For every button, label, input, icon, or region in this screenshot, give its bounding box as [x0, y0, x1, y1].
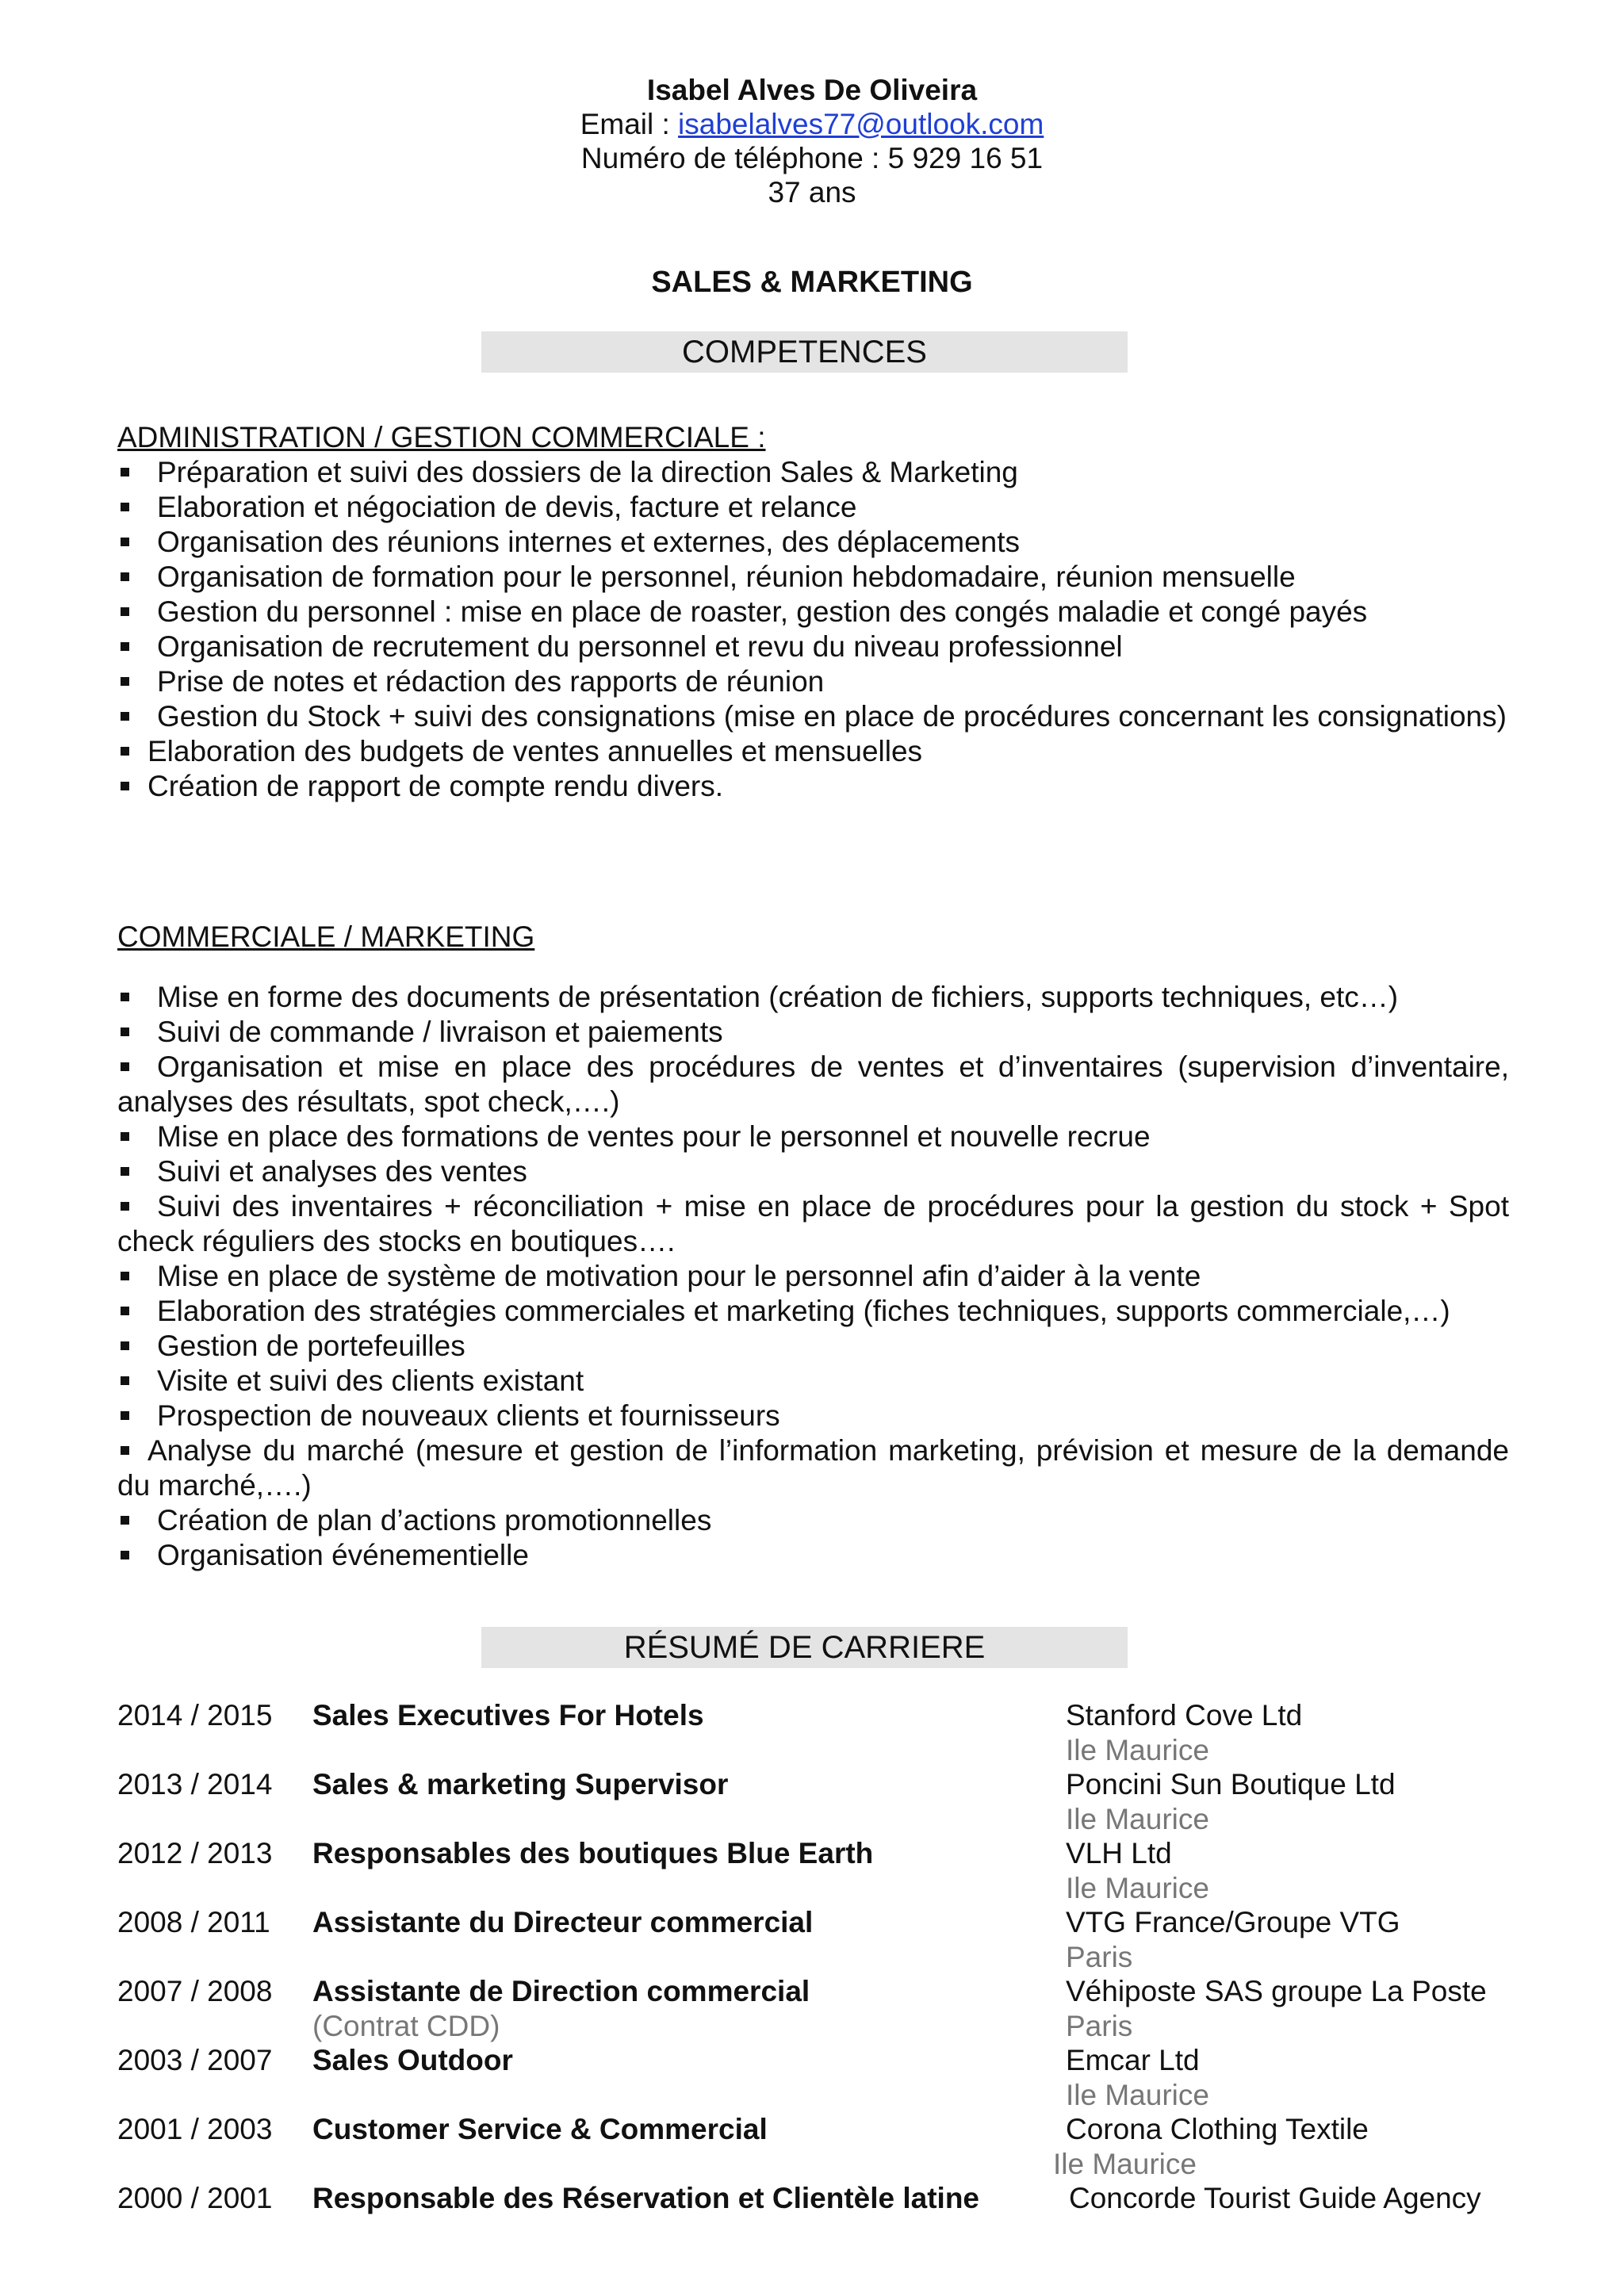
career-place: Ile Maurice: [1066, 2079, 1209, 2111]
main-title: SALES & MARKETING: [651, 266, 973, 299]
career-years: 2003 / 2007: [117, 2044, 273, 2076]
phone-line: Numéro de téléphone : 5 929 16 51: [580, 142, 1044, 174]
list-item: Elaboration et négociation de devis, facture et relance: [117, 490, 1509, 525]
commercial-section-title: COMMERCIALE / MARKETING: [117, 920, 535, 953]
career-company: Stanford Cove Ltd: [1066, 1699, 1303, 1732]
competences-banner: COMPETENCES: [481, 331, 1128, 373]
commercial-list: [117, 980, 1509, 1573]
email-line: [0, 107, 1624, 141]
list-item: Elaboration des budgets de ventes annuelles et mensuelles: [117, 734, 1509, 769]
career-years: 2001 / 2003: [117, 2113, 273, 2145]
list-item: Organisation événementielle: [117, 1538, 1509, 1573]
list-item: Création de rapport de compte rendu divers.: [117, 769, 1509, 804]
career-title: Responsables des boutiques Blue Earth: [312, 1837, 874, 1869]
list-item: Mise en forme des documents de présentation (création de fichiers, supports techniques, etc…): [117, 980, 1509, 1015]
career-title: Sales Outdoor: [312, 2044, 513, 2076]
list-item: Mise en place de système de motivation pour le personnel afin d’aider à la vente: [117, 1259, 1509, 1294]
career-place: Ile Maurice: [1066, 1803, 1209, 1835]
career-row: [117, 1905, 1513, 1974]
career-row: [117, 2112, 1513, 2181]
career-company: VTG France/Groupe VTG: [1066, 1906, 1400, 1938]
admin-section-title: ADMINISTRATION / GESTION COMMERCIALE :: [117, 421, 766, 453]
career-place: Ile Maurice: [1066, 1872, 1209, 1904]
career-row: [117, 2181, 1513, 2250]
career-place: Ile Maurice: [1053, 2148, 1197, 2180]
list-item: Prise de notes et rédaction des rapports de réunion: [117, 664, 1509, 699]
career-row: [117, 1974, 1513, 2043]
list-item: Prospection de nouveaux clients et fournisseurs: [117, 1399, 1509, 1433]
list-item: Analyse du marché (mesure et gestion de l’information marketing, prévision et mesure de la demande du marché,….): [117, 1434, 1509, 1502]
list-item: Elaboration des stratégies commerciales et marketing (fiches techniques, supports commerciale,…): [117, 1294, 1509, 1329]
career-title: Sales Executives For Hotels: [312, 1699, 704, 1732]
career-years: 2000 / 2001: [117, 2182, 273, 2214]
email-link[interactable]: isabelalves77@outlook.com: [678, 108, 1044, 140]
career-years: 2014 / 2015: [117, 1699, 273, 1732]
career-years: 2012 / 2013: [117, 1837, 273, 1869]
career-title: Customer Service & Commercial: [312, 2113, 768, 2145]
list-item: Gestion du personnel : mise en place de roaster, gestion des congés maladie et congé payés: [117, 595, 1509, 629]
career-title: Sales & marketing Supervisor: [312, 1768, 729, 1800]
career-row: [117, 1767, 1513, 1836]
career-company: VLH Ltd: [1066, 1837, 1172, 1869]
career-years: 2007 / 2008: [117, 1975, 273, 2007]
career-company: Corona Clothing Textile: [1066, 2113, 1369, 2145]
list-item: Préparation et suivi des dossiers de la direction Sales & Marketing: [117, 455, 1509, 490]
list-item: Organisation de formation pour le personnel, réunion hebdomadaire, réunion mensuelle: [117, 560, 1509, 595]
list-item: Suivi de commande / livraison et paiements: [117, 1015, 1509, 1050]
list-item: Organisation de recrutement du personnel et revu du niveau professionnel: [117, 629, 1509, 664]
career-company: Emcar Ltd: [1066, 2044, 1200, 2076]
list-item: Organisation et mise en place des procédures de ventes et d’inventaires (supervision d’inventaire, analyses des résultats, spot check,….): [117, 1050, 1509, 1118]
career-banner: RÉSUMÉ DE CARRIERE: [481, 1627, 1128, 1668]
career-row: [117, 1836, 1513, 1905]
career-years: 2008 / 2011: [117, 1906, 270, 1938]
career-note: (Contrat CDD): [312, 2010, 500, 2042]
career-company: Concorde Tourist Guide Agency: [1069, 2182, 1481, 2214]
career-title: Assistante du Directeur commercial: [312, 1906, 814, 1938]
career-place: Paris: [1066, 1941, 1133, 1973]
list-item: Mise en place des formations de ventes pour le personnel et nouvelle recrue: [117, 1119, 1509, 1154]
list-item: Visite et suivi des clients existant: [117, 1364, 1509, 1399]
career-table: [117, 1698, 1513, 2250]
list-item: Organisation des réunions internes et externes, des déplacements: [117, 525, 1509, 560]
career-company: Véhiposte SAS groupe La Poste: [1066, 1975, 1487, 2007]
email-label: Email :: [580, 108, 679, 140]
admin-list: [117, 455, 1509, 804]
list-item: Suivi et analyses des ventes: [117, 1154, 1509, 1189]
list-item: Gestion du Stock + suivi des consignations (mise en place de procédures concernant les consignations): [117, 699, 1509, 734]
contact-header: [0, 73, 1624, 209]
list-item: Création de plan d’actions promotionnelles: [117, 1503, 1509, 1538]
career-company: Poncini Sun Boutique Ltd: [1066, 1768, 1396, 1800]
career-row: [117, 2043, 1513, 2112]
career-place: Paris: [1066, 2010, 1133, 2042]
career-place: Ile Maurice: [1066, 1734, 1209, 1766]
list-item: Gestion de portefeuilles: [117, 1329, 1509, 1364]
career-years: 2013 / 2014: [117, 1768, 273, 1800]
career-row: [117, 1698, 1513, 1767]
career-title: Assistante de Direction commercial: [312, 1975, 810, 2007]
candidate-name: Isabel Alves De Oliveira: [646, 74, 978, 106]
age-line: 37 ans: [768, 176, 856, 209]
career-title: Responsable des Réservation et Clientèle latine: [312, 2182, 980, 2214]
list-item: Suivi des inventaires + réconciliation + mise en place de procédures pour la gestion du stock + Spot check réguliers des stocks en boutiques….: [117, 1190, 1509, 1257]
